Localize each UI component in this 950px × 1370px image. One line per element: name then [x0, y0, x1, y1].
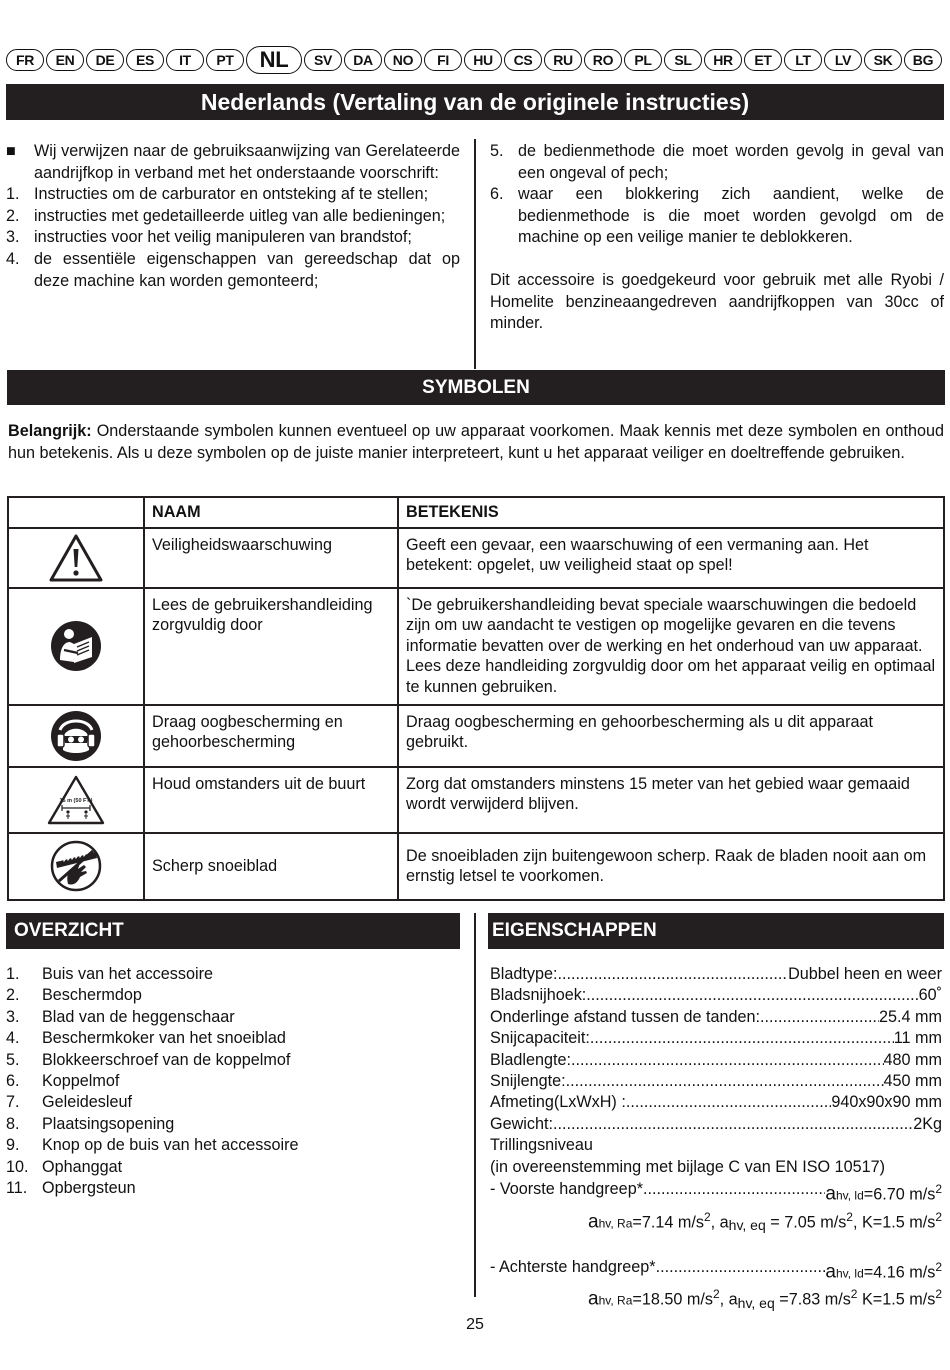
- spec-leader: [558, 964, 789, 985]
- overview-item: [6, 985, 456, 1006]
- spec-leader: [760, 1007, 879, 1028]
- list-item-number: 7.: [6, 1093, 20, 1112]
- language-tab-ro: RO: [584, 49, 622, 71]
- list-item-number: 2.: [6, 206, 20, 225]
- spec-leader: [586, 985, 918, 1006]
- list-item-number: 1.: [6, 965, 20, 983]
- language-tab-ru: RU: [544, 49, 582, 71]
- spec-row: [490, 1114, 942, 1135]
- symbol-name: Houd omstanders uit de buurt: [144, 767, 398, 833]
- table-row: [8, 705, 944, 767]
- list-item-text: Plaatsingsopening: [42, 1114, 175, 1133]
- list-item-number: 5.: [6, 1050, 20, 1069]
- list-item-text: Beschermkoker van het snoeiblad: [42, 1029, 286, 1048]
- important-label: Belangrijk:: [8, 422, 92, 440]
- list-item-number: 6.: [490, 185, 504, 204]
- overview-item: [6, 1178, 456, 1199]
- language-tab-cs: CS: [504, 49, 542, 71]
- instruction-item: [490, 141, 944, 184]
- language-tab-lt: LT: [784, 49, 822, 71]
- spec-leader: [571, 1050, 884, 1071]
- list-item-text: Instructies om de carburator en ontsteking af te stellen;: [34, 185, 429, 204]
- symbol-name: Scherp snoeiblad: [144, 833, 398, 900]
- table-header-row: [8, 497, 944, 528]
- table-row: [8, 833, 944, 900]
- list-item-number: 4.: [6, 249, 20, 268]
- instruction-item: [6, 184, 460, 206]
- spec-leader: [590, 1028, 894, 1049]
- list-item-number: 8.: [6, 1114, 20, 1133]
- specs-heading: EIGENSCHAPPEN: [488, 913, 944, 949]
- overview-list: [6, 964, 456, 1199]
- spec-value: Dubbel heen en weer: [788, 965, 942, 983]
- overview-item: [6, 1028, 456, 1049]
- overview-item: [6, 1071, 456, 1092]
- language-tab-lv: LV: [824, 49, 862, 71]
- spec-label: Bladtype:: [490, 965, 558, 983]
- overview-item: [6, 1157, 456, 1178]
- list-item-text: instructies voor het veilig manipuleren van brandstof;: [34, 228, 412, 247]
- overview-item: [6, 1092, 456, 1113]
- spec-row: [490, 1028, 942, 1049]
- intro-left-column: [6, 141, 460, 292]
- list-item-number: 3.: [6, 228, 20, 247]
- spec-leader: [553, 1114, 913, 1135]
- keep-bystanders-away-icon: [46, 774, 106, 826]
- language-tab-de: DE: [86, 49, 124, 71]
- spec-value: 940x90x90 mm: [831, 1093, 942, 1112]
- spec-row: [490, 1092, 942, 1113]
- overview-item: [6, 1114, 456, 1135]
- table-row: [8, 528, 944, 588]
- intro-right-column: [490, 141, 944, 335]
- list-item-text: Koppelmof: [42, 1072, 120, 1091]
- list-item-text: de essentiële eigenschappen van gereedschap dat op deze machine kan worden gemonteerd;: [34, 249, 460, 290]
- language-tab-bg: BG: [904, 49, 942, 71]
- list-item-text: Buis van het accessoire: [42, 965, 213, 983]
- front-handle-row: - Voorste handgreep* ..... ahv, ld=6.70 $m/s^2$: [490, 1179, 942, 1207]
- symbol-meaning: Draag oogbescherming en gehoorbescherming als u dit apparaat gebruikt.: [398, 705, 944, 767]
- list-item-text: Ophanggat: [42, 1157, 123, 1176]
- rear-handle-row: - Achterste handgreep* ..... ahv, ld=4.16 $m/s^2$: [490, 1257, 942, 1285]
- symbol-name: Veiligheidswaarschuwing: [144, 528, 398, 588]
- list-item-number: 4.: [6, 1029, 20, 1048]
- intro-lead: ■ Wij verwijzen naar de gebruiksaanwijzing van Gerelateerde aandrijfkop in verband met het onderstaande voorschrift:: [6, 141, 460, 184]
- meaning-column-header: BETEKENIS: [398, 497, 944, 528]
- language-tab-da: DA: [344, 49, 382, 71]
- column-divider: [474, 913, 476, 1297]
- compatibility-paragraph: Dit accessoire is goedgekeurd voor gebruik met alle Ryobi / Homelite benzineaangedreven aandrijfkoppen van 30cc of minder.: [490, 270, 944, 333]
- overview-item: [6, 1135, 456, 1156]
- language-selector: [6, 47, 944, 73]
- bullet-icon: ■: [6, 142, 16, 160]
- sharp-blade-icon: [50, 840, 102, 892]
- symbol-name: Draag oogbescherming en gehoorbescherming: [144, 705, 398, 767]
- overview-heading: OVERZICHT: [6, 913, 460, 949]
- list-item-text: Blad van de heggenschaar: [42, 1007, 235, 1026]
- language-tab-it: IT: [166, 49, 204, 71]
- list-item-text: waar een blokkering zich aandient, welke de bedienmethode is die moet worden gevolgd om de machine op een veilige manier te deblokkeren.: [518, 185, 944, 247]
- language-tab-et: ET: [744, 49, 782, 71]
- name-column-header: NAAM: [144, 497, 398, 528]
- list-item-number: 6.: [6, 1072, 20, 1091]
- icon-column-header: [8, 497, 144, 528]
- symbol-meaning: Geeft een gevaar, een waarschuwing of een vermaning aan. Het betekent: opgelet, uw veiligheid staat op spel!: [398, 528, 944, 588]
- language-tab-nl: NL: [246, 46, 302, 74]
- vibration-note: (in overeenstemming met bijlage C van EN ISO 10517): [490, 1157, 885, 1176]
- symbol-meaning: Zorg dat omstanders minstens 15 meter van het gebied waar gemaaid wordt verwijderd blijven.: [398, 767, 944, 833]
- rear-handle-values: ahv, Ra=18.50 $m/s^2$, ahv, eq =7.83 $m/s^2$ K=1.5 $m/s^2$: [588, 1287, 942, 1311]
- spec-label: Bladsnijhoek:: [490, 986, 587, 1005]
- spec-row: [490, 985, 942, 1006]
- list-item-number: 9.: [6, 1136, 20, 1155]
- language-tab-pt: PT: [206, 49, 244, 71]
- list-item-text: Opbergsteun: [42, 1179, 136, 1198]
- spec-value: 2Kg: [913, 1114, 942, 1133]
- spec-value: 25.4 mm: [879, 1007, 942, 1026]
- language-tab-hr: HR: [704, 49, 742, 71]
- page-title: Nederlands (Vertaling van de originele instructies): [6, 84, 944, 120]
- spec-row: [490, 1071, 942, 1092]
- spec-label: Snijcapaciteit:: [490, 1029, 590, 1048]
- list-item-number: 1.: [6, 185, 20, 204]
- language-tab-es: ES: [126, 49, 164, 71]
- icon-text: 15 m (50 FT.): [59, 797, 93, 804]
- overview-item: [6, 1007, 456, 1028]
- spec-value: 11 mm: [893, 1029, 942, 1048]
- language-tab-sv: SV: [304, 49, 342, 71]
- front-handle-values: ahv, Ra=7.14 $m/s^2$, ahv, eq = 7.05 $m/s^2$, K=1.5 $m/s^2$: [588, 1209, 942, 1234]
- list-item-text: Knop op de buis van het accessoire: [42, 1136, 299, 1155]
- symbol-meaning: `De gebruikershandleiding bevat speciale waarschuwingen die bedoeld zijn om uw aandacht te vestigen op mogelijke gevaren en die tevens informatie bevatten over de werking en het onderhoud van uw apparaat. Lees deze handleiding zorgvuldig door om het apparaat veilig en optimaal te kunnen gebruiken.: [398, 588, 944, 705]
- specs-list: [490, 964, 942, 1312]
- symbol-name: Lees de gebruikershandleiding zorgvuldig door: [144, 588, 398, 705]
- spec-label: Snijlengte:: [490, 1072, 566, 1091]
- spec-label: Bladlengte:: [490, 1050, 572, 1069]
- list-item-text: Beschermdop: [42, 986, 142, 1005]
- language-tab-no: NO: [384, 49, 422, 71]
- language-tab-fi: FI: [424, 49, 462, 71]
- language-tab-en: EN: [46, 49, 84, 71]
- list-item-text: de bedienmethode die moet worden gevolg in geval van een ongeval of pech;: [518, 142, 944, 182]
- language-tab-fr: FR: [6, 49, 44, 71]
- overview-item: [6, 1050, 456, 1071]
- spec-leader: [626, 1092, 831, 1113]
- language-tab-sk: SK: [864, 49, 902, 71]
- spec-row: [490, 1050, 942, 1071]
- language-tab-hu: HU: [464, 49, 502, 71]
- list-item-text: Geleidesleuf: [42, 1093, 132, 1112]
- table-row: [8, 588, 944, 705]
- instruction-item: [6, 249, 460, 292]
- symbol-meaning: De snoeibladen zijn buitengewoon scherp. Raak de bladen nooit aan om ernstig letsel te voorkomen.: [398, 833, 944, 900]
- spec-label: Afmeting(LxWxH) :: [490, 1093, 626, 1112]
- instruction-item: [490, 184, 944, 249]
- list-item-number: 2.: [6, 986, 20, 1005]
- instruction-item: [6, 227, 460, 249]
- list-item-number: 10.: [6, 1157, 29, 1176]
- symbols-intro: [8, 421, 944, 464]
- read-manual-icon: [50, 620, 102, 672]
- spec-value: 480 mm: [883, 1050, 942, 1069]
- column-divider: [474, 139, 476, 369]
- important-text: Onderstaande symbolen kunnen eventueel op uw apparaat voorkomen. Maak kennis met deze symbolen en onthoud hun betekenis. Als u deze symbolen op de juiste manier interpreteert, kunt u het apparaat veiliger en doeltreffende gebruiken.: [8, 422, 944, 462]
- list-item-number: 5.: [490, 142, 504, 160]
- page-number: 25: [466, 1316, 484, 1333]
- spec-value: 60˚: [918, 986, 942, 1005]
- language-tab-pl: PL: [624, 49, 662, 71]
- vibration-title: Trillingsniveau: [490, 1136, 593, 1155]
- spec-label: Gewicht:: [490, 1114, 553, 1133]
- spec-leader: [566, 1071, 884, 1092]
- list-item-text: Blokkeerschroef van de koppelmof: [42, 1050, 291, 1069]
- warning-triangle-icon: [48, 533, 104, 583]
- list-item-text: instructies met gedetailleerde uitleg van alle bedieningen;: [34, 206, 446, 225]
- symbols-table: [7, 496, 945, 901]
- spec-row: [490, 1007, 942, 1028]
- table-row: [8, 767, 944, 833]
- spec-value: 450 mm: [883, 1072, 942, 1091]
- instruction-item: [6, 206, 460, 228]
- language-tab-sl: SL: [664, 49, 702, 71]
- list-item-number: 3.: [6, 1007, 20, 1026]
- spec-row: [490, 964, 942, 985]
- list-item-number: 11.: [6, 1179, 28, 1198]
- overview-item: [6, 964, 456, 985]
- symbols-heading: SYMBOLEN: [7, 370, 945, 405]
- eye-ear-protection-icon: [50, 710, 102, 762]
- spec-label: Onderlinge afstand tussen de tanden:: [490, 1007, 760, 1026]
